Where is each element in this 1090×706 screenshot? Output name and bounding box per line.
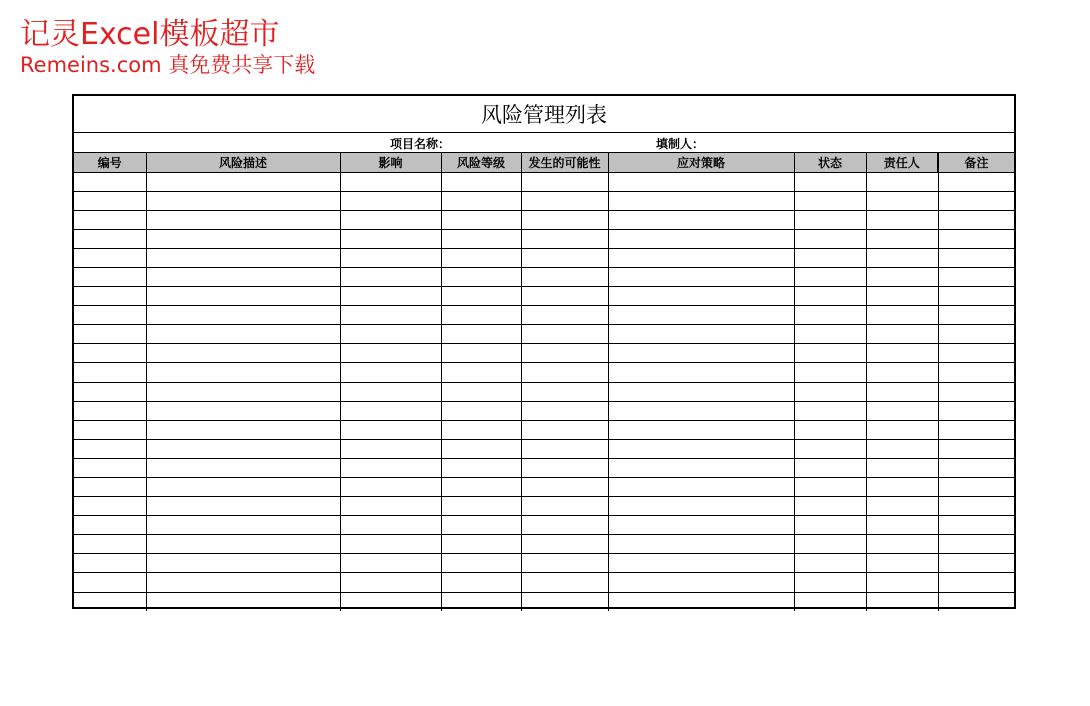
table-cell[interactable] <box>340 420 441 439</box>
table-cell[interactable] <box>340 535 441 554</box>
table-cell[interactable] <box>608 287 794 306</box>
table-cell[interactable] <box>521 363 608 382</box>
table-cell[interactable] <box>866 363 938 382</box>
table-row <box>74 344 1014 363</box>
table-cell[interactable] <box>608 344 794 363</box>
col-header-impact[interactable]: 影响 <box>340 153 441 172</box>
table-cell[interactable] <box>608 439 794 458</box>
table-row <box>74 478 1014 497</box>
table-cell[interactable] <box>340 363 441 382</box>
table-cell[interactable] <box>146 478 340 497</box>
sheet-title: 风险管理列表 <box>74 96 1014 133</box>
table-cell[interactable] <box>866 248 938 267</box>
table-cell[interactable] <box>521 267 608 286</box>
table-cell[interactable] <box>521 554 608 573</box>
table-row <box>74 458 1014 477</box>
table-cell[interactable] <box>938 573 1014 592</box>
table-cell[interactable] <box>608 325 794 344</box>
table-cell[interactable] <box>146 248 340 267</box>
table-cell[interactable] <box>74 344 146 363</box>
table-cell[interactable] <box>340 172 441 191</box>
table-cell[interactable] <box>866 229 938 248</box>
col-header-status[interactable]: 状态 <box>794 153 866 172</box>
table-cell[interactable] <box>521 420 608 439</box>
table-cell[interactable] <box>608 363 794 382</box>
table-cell[interactable] <box>608 554 794 573</box>
table-cell[interactable] <box>866 535 938 554</box>
table-cell[interactable] <box>340 401 441 420</box>
table-cell[interactable] <box>608 191 794 210</box>
table-cell[interactable] <box>608 516 794 535</box>
table-row <box>74 229 1014 248</box>
table-cell[interactable] <box>74 516 146 535</box>
watermark <box>20 17 316 77</box>
table-row <box>74 306 1014 325</box>
table-cell[interactable] <box>146 554 340 573</box>
table-cell[interactable] <box>521 592 608 611</box>
table-cell[interactable] <box>74 382 146 401</box>
filler-label[interactable]: 填制人： <box>656 137 705 151</box>
table-cell[interactable] <box>521 573 608 592</box>
table-cell[interactable] <box>938 287 1014 306</box>
table-cell[interactable] <box>794 439 866 458</box>
table-cell[interactable] <box>794 344 866 363</box>
table-cell[interactable] <box>146 516 340 535</box>
table-cell[interactable] <box>146 172 340 191</box>
table-cell[interactable] <box>441 439 521 458</box>
table-cell[interactable] <box>938 229 1014 248</box>
table-cell[interactable] <box>74 439 146 458</box>
table-cell[interactable] <box>794 363 866 382</box>
col-header-strategy[interactable]: 应对策略 <box>608 153 794 172</box>
table-cell[interactable] <box>146 287 340 306</box>
table-cell[interactable] <box>608 401 794 420</box>
table-cell[interactable] <box>866 420 938 439</box>
table-cell[interactable] <box>340 554 441 573</box>
table-cell[interactable] <box>340 344 441 363</box>
watermark-subtitle: Remeins.com 真免费共享下载 <box>20 53 316 77</box>
table-row <box>74 363 1014 382</box>
table-cell[interactable] <box>794 229 866 248</box>
table-cell[interactable] <box>441 248 521 267</box>
table-cell[interactable] <box>521 478 608 497</box>
table-cell[interactable] <box>441 267 521 286</box>
table-row <box>74 172 1014 191</box>
table-row <box>74 325 1014 344</box>
table-cell[interactable] <box>938 401 1014 420</box>
table-cell[interactable] <box>340 592 441 611</box>
table-cell[interactable] <box>794 420 866 439</box>
table-cell[interactable] <box>938 439 1014 458</box>
table-cell[interactable] <box>74 325 146 344</box>
table-cell[interactable] <box>441 287 521 306</box>
table-cell[interactable] <box>74 191 146 210</box>
table-cell[interactable] <box>866 325 938 344</box>
table-cell[interactable] <box>938 210 1014 229</box>
table-cell[interactable] <box>441 363 521 382</box>
table-cell[interactable] <box>146 210 340 229</box>
table-cell[interactable] <box>866 210 938 229</box>
table-row <box>74 210 1014 229</box>
table-cell[interactable] <box>146 497 340 516</box>
table-cell[interactable] <box>146 363 340 382</box>
table-cell[interactable] <box>794 554 866 573</box>
table-cell[interactable] <box>146 420 340 439</box>
table-cell[interactable] <box>521 229 608 248</box>
table-body <box>74 172 1014 611</box>
table-cell[interactable] <box>866 439 938 458</box>
table-cell[interactable] <box>938 306 1014 325</box>
table-cell[interactable] <box>74 554 146 573</box>
table-cell[interactable] <box>608 306 794 325</box>
table-cell[interactable] <box>146 325 340 344</box>
table-cell[interactable] <box>521 325 608 344</box>
table-cell[interactable] <box>521 439 608 458</box>
table-cell[interactable] <box>866 267 938 286</box>
table-cell[interactable] <box>74 210 146 229</box>
table-cell[interactable] <box>441 210 521 229</box>
table-row <box>74 191 1014 210</box>
table-cell[interactable] <box>74 267 146 286</box>
table-cell[interactable] <box>608 458 794 477</box>
table-cell[interactable] <box>938 191 1014 210</box>
table-cell[interactable] <box>794 382 866 401</box>
table-cell[interactable] <box>866 344 938 363</box>
table-cell[interactable] <box>608 229 794 248</box>
table-cell[interactable] <box>340 458 441 477</box>
table-cell[interactable] <box>521 344 608 363</box>
table-cell[interactable] <box>794 478 866 497</box>
table-cell[interactable] <box>608 592 794 611</box>
table-cell[interactable] <box>74 592 146 611</box>
table-cell[interactable] <box>866 382 938 401</box>
col-header-notes[interactable]: 备注 <box>938 153 1014 172</box>
table-cell[interactable] <box>608 478 794 497</box>
table-cell[interactable] <box>521 535 608 554</box>
table-cell[interactable] <box>74 306 146 325</box>
table-cell[interactable] <box>441 191 521 210</box>
table-row <box>74 287 1014 306</box>
table-cell[interactable] <box>74 287 146 306</box>
table-cell[interactable] <box>794 267 866 286</box>
table-cell[interactable] <box>521 401 608 420</box>
table-cell[interactable] <box>441 573 521 592</box>
table-cell[interactable] <box>441 420 521 439</box>
table-cell[interactable] <box>866 191 938 210</box>
table-cell[interactable] <box>794 306 866 325</box>
table-cell[interactable] <box>340 306 441 325</box>
table-cell[interactable] <box>441 554 521 573</box>
table-cell[interactable] <box>74 478 146 497</box>
table-cell[interactable] <box>74 172 146 191</box>
table-cell[interactable] <box>794 172 866 191</box>
table-cell[interactable] <box>146 344 340 363</box>
table-row <box>74 573 1014 592</box>
table-row <box>74 248 1014 267</box>
table-cell[interactable] <box>866 458 938 477</box>
table-cell[interactable] <box>938 497 1014 516</box>
table-row <box>74 439 1014 458</box>
table-cell[interactable] <box>794 248 866 267</box>
table-cell[interactable] <box>441 172 521 191</box>
table-cell[interactable] <box>340 573 441 592</box>
table-cell[interactable] <box>521 382 608 401</box>
table-cell[interactable] <box>866 592 938 611</box>
table-cell[interactable] <box>938 420 1014 439</box>
table-cell[interactable] <box>146 592 340 611</box>
table-cell[interactable] <box>340 248 441 267</box>
table-cell[interactable] <box>608 420 794 439</box>
table-cell[interactable] <box>608 535 794 554</box>
table-cell[interactable] <box>340 210 441 229</box>
table-cell[interactable] <box>794 592 866 611</box>
table-cell[interactable] <box>340 229 441 248</box>
table-cell[interactable] <box>340 267 441 286</box>
table-cell[interactable] <box>608 382 794 401</box>
table-cell[interactable] <box>794 401 866 420</box>
table-cell[interactable] <box>340 516 441 535</box>
table-cell[interactable] <box>340 439 441 458</box>
table-cell[interactable] <box>866 401 938 420</box>
table-cell[interactable] <box>938 172 1014 191</box>
table-row <box>74 420 1014 439</box>
table-cell[interactable] <box>146 191 340 210</box>
table-cell[interactable] <box>340 191 441 210</box>
table-row <box>74 267 1014 286</box>
table-cell[interactable] <box>521 191 608 210</box>
table-row <box>74 382 1014 401</box>
risk-sheet <box>72 94 1016 609</box>
table-cell[interactable] <box>146 535 340 554</box>
table-cell[interactable] <box>441 344 521 363</box>
table-cell[interactable] <box>74 401 146 420</box>
table-cell[interactable] <box>146 573 340 592</box>
table-cell[interactable] <box>608 267 794 286</box>
table-row <box>74 516 1014 535</box>
table-cell[interactable] <box>74 420 146 439</box>
table-cell[interactable] <box>866 573 938 592</box>
header-row <box>74 153 1014 172</box>
table-cell[interactable] <box>340 478 441 497</box>
table-cell[interactable] <box>938 516 1014 535</box>
table-cell[interactable] <box>74 573 146 592</box>
table-cell[interactable] <box>441 535 521 554</box>
col-header-owner[interactable]: 责任人 <box>866 153 938 172</box>
table-cell[interactable] <box>441 325 521 344</box>
info-row <box>74 133 1014 153</box>
table-cell[interactable] <box>866 306 938 325</box>
col-header-id[interactable]: 编号 <box>74 153 146 172</box>
table-cell[interactable] <box>521 287 608 306</box>
table-cell[interactable] <box>866 478 938 497</box>
table-cell[interactable] <box>938 382 1014 401</box>
table-cell[interactable] <box>441 229 521 248</box>
table-cell[interactable] <box>441 382 521 401</box>
table-cell[interactable] <box>441 497 521 516</box>
table-cell[interactable] <box>146 458 340 477</box>
table-row <box>74 535 1014 554</box>
table-cell[interactable] <box>441 306 521 325</box>
table-cell[interactable] <box>521 497 608 516</box>
project-name-label[interactable]: 项目名称： <box>390 137 451 151</box>
col-header-likelihood[interactable]: 发生的可能性 <box>521 153 608 172</box>
table-cell[interactable] <box>608 248 794 267</box>
table-cell[interactable] <box>146 229 340 248</box>
table-cell[interactable] <box>938 478 1014 497</box>
table-cell[interactable] <box>340 382 441 401</box>
table-cell[interactable] <box>938 554 1014 573</box>
col-header-description[interactable]: 风险描述 <box>146 153 340 172</box>
table-cell[interactable] <box>938 363 1014 382</box>
table-cell[interactable] <box>340 497 441 516</box>
table-cell[interactable] <box>521 172 608 191</box>
table-cell[interactable] <box>74 363 146 382</box>
table-cell[interactable] <box>340 325 441 344</box>
table-cell[interactable] <box>441 478 521 497</box>
table-cell[interactable] <box>866 497 938 516</box>
table-cell[interactable] <box>146 267 340 286</box>
table-cell[interactable] <box>441 516 521 535</box>
table-cell[interactable] <box>794 516 866 535</box>
table-cell[interactable] <box>866 516 938 535</box>
table-row <box>74 401 1014 420</box>
table-cell[interactable] <box>938 267 1014 286</box>
risk-table <box>74 153 1014 611</box>
table-cell[interactable] <box>441 592 521 611</box>
table-cell[interactable] <box>146 382 340 401</box>
table-cell[interactable] <box>521 306 608 325</box>
table-cell[interactable] <box>794 573 866 592</box>
table-cell[interactable] <box>441 401 521 420</box>
table-cell[interactable] <box>146 401 340 420</box>
table-cell[interactable] <box>608 573 794 592</box>
table-row <box>74 554 1014 573</box>
table-cell[interactable] <box>74 497 146 516</box>
table-cell[interactable] <box>521 248 608 267</box>
table-cell[interactable] <box>794 191 866 210</box>
table-cell[interactable] <box>866 172 938 191</box>
watermark-title: 记灵Excel模板超市 <box>20 17 280 52</box>
table-cell[interactable] <box>521 210 608 229</box>
table-row <box>74 592 1014 611</box>
table-cell[interactable] <box>74 458 146 477</box>
table-cell[interactable] <box>938 344 1014 363</box>
table-row <box>74 497 1014 516</box>
table-cell[interactable] <box>794 535 866 554</box>
table-cell[interactable] <box>794 325 866 344</box>
table-cell[interactable] <box>74 229 146 248</box>
table-cell[interactable] <box>938 592 1014 611</box>
table-cell[interactable] <box>340 287 441 306</box>
table-cell[interactable] <box>608 210 794 229</box>
table-cell[interactable] <box>521 458 608 477</box>
table-cell[interactable] <box>441 458 521 477</box>
table-cell[interactable] <box>608 172 794 191</box>
table-cell[interactable] <box>74 248 146 267</box>
table-cell[interactable] <box>866 554 938 573</box>
table-cell[interactable] <box>794 287 866 306</box>
table-cell[interactable] <box>866 287 938 306</box>
table-cell[interactable] <box>938 535 1014 554</box>
table-cell[interactable] <box>938 458 1014 477</box>
col-header-level[interactable]: 风险等级 <box>441 153 521 172</box>
table-cell[interactable] <box>146 439 340 458</box>
table-cell[interactable] <box>74 535 146 554</box>
table-cell[interactable] <box>938 325 1014 344</box>
table-cell[interactable] <box>794 458 866 477</box>
table-cell[interactable] <box>794 497 866 516</box>
table-cell[interactable] <box>521 516 608 535</box>
table-cell[interactable] <box>794 210 866 229</box>
table-cell[interactable] <box>146 306 340 325</box>
table-cell[interactable] <box>938 248 1014 267</box>
table-cell[interactable] <box>608 497 794 516</box>
